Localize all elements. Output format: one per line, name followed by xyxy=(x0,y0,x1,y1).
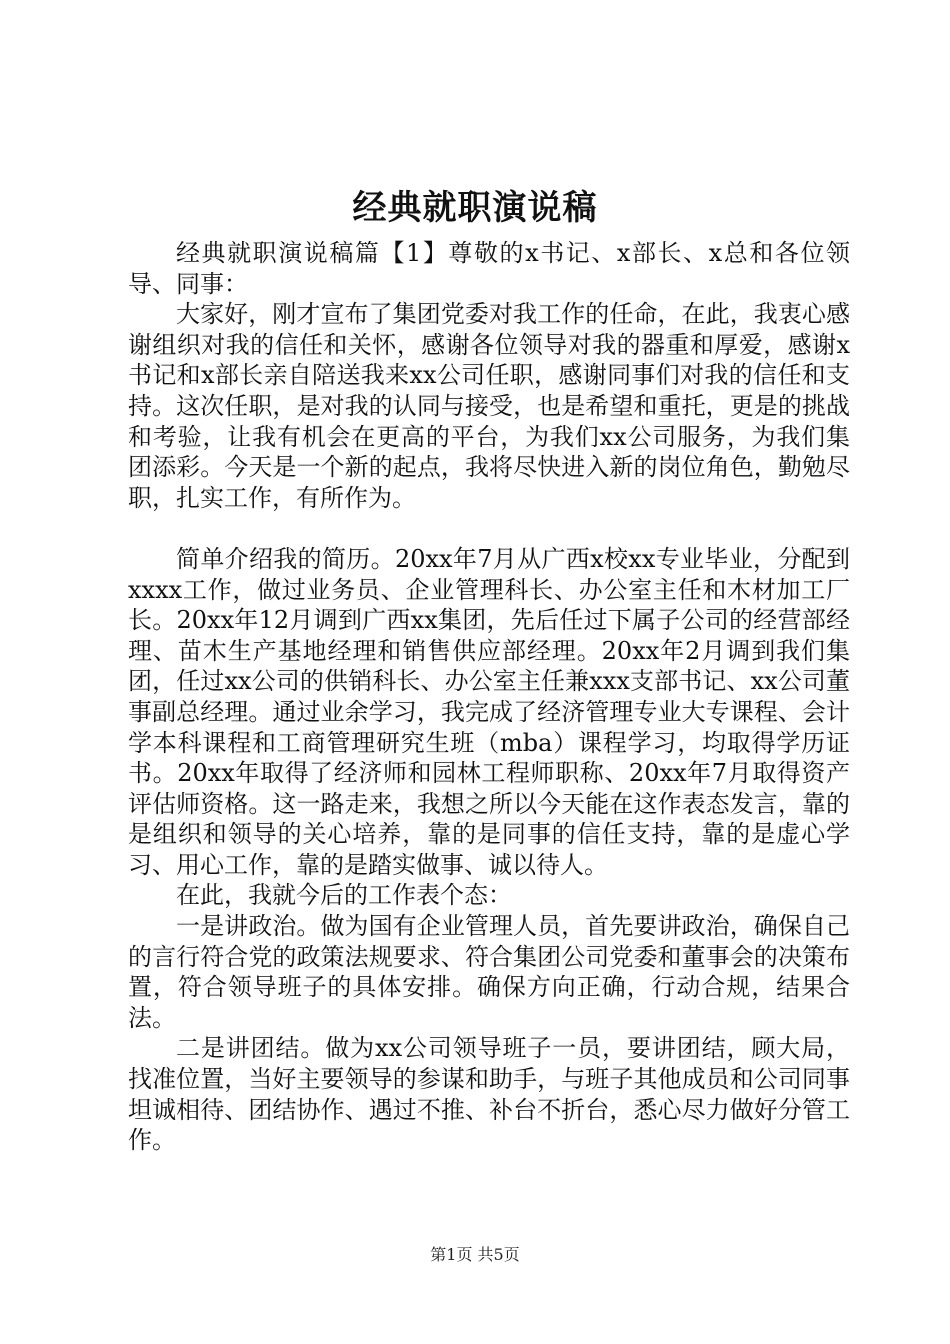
paragraph-resume: 简单介绍我的简历。20xx年7月从广西x校xx专业毕业，分配到xxxx工作，做过业务员、企业管理科长、办公室主任和木材加工厂长。20xx年12月调到广西xx集团，先后任过下属子公司的经营部经理、苗木生产基地经理和销售供应部经理。20xx年2月调到我们集团，任过xx公司的供销科长、办公室主任兼xxx支部书记、xx公司董事副总经理。通过业余学习，我完成了经济管理专业大专课程、会计学本科课程和工商管理研究生班（mba）课程学习，均取得学历证书。20xx年取得了经济师和园林工程师职称、20xx年7月取得资产评估师资格。这一路走来，我想之所以今天能在这作表态发言，靠的是组织和领导的关心培养，靠的是同事的信任支持，靠的是虚心学习、用心工作，靠的是踏实做事、诚以待人。 xyxy=(128,544,850,879)
paragraph-greeting: 大家好，刚才宣布了集团党委对我工作的任命，在此，我衷心感谢组织对我的信任和关怀，感谢各位领导对我的器重和厚爱，感谢x书记和x部长亲自陪送我来xx公司任职，感谢同事们对我的信任和支持。这次任职，是对我的认同与接受，也是希望和重托，更是的挑战和考验，让我有机会在更高的平台，为我们xx公司服务，为我们集团添彩。今天是一个新的起点，我将尽快进入新的岗位角色，勤勉尽职，扎实工作，有所作为。 xyxy=(128,300,850,512)
page-footer: 第1页 共5页 xyxy=(430,1245,520,1264)
paragraph-unity: 二是讲团结。做为xx公司领导班子一员，要讲团结，顾大局，找准位置，当好主要领导的参谋和助手，与班子其他成员和公司同事坦诚相待、团结协作、遇过不推、补台不折台，悉心尽力做好分管工作。 xyxy=(128,1034,850,1155)
document-title: 经典就职演说稿 xyxy=(352,188,598,228)
paragraph-politics: 一是讲政治。做为国有企业管理人员，首先要讲政治，确保自己的言行符合党的政策法规要求、符合集团公司党委和董事会的决策布置，符合领导班子的具体安排。确保方向正确，行动合规，结果合法。 xyxy=(128,912,850,1032)
document-body xyxy=(128,238,850,1156)
paragraph-intro-pledge: 在此，我就今后的工作表个态： xyxy=(176,881,512,910)
paragraph-salutation: 经典就职演说稿篇【1】尊敬的x书记、x部长、x总和各位领导、同事： xyxy=(128,239,850,298)
